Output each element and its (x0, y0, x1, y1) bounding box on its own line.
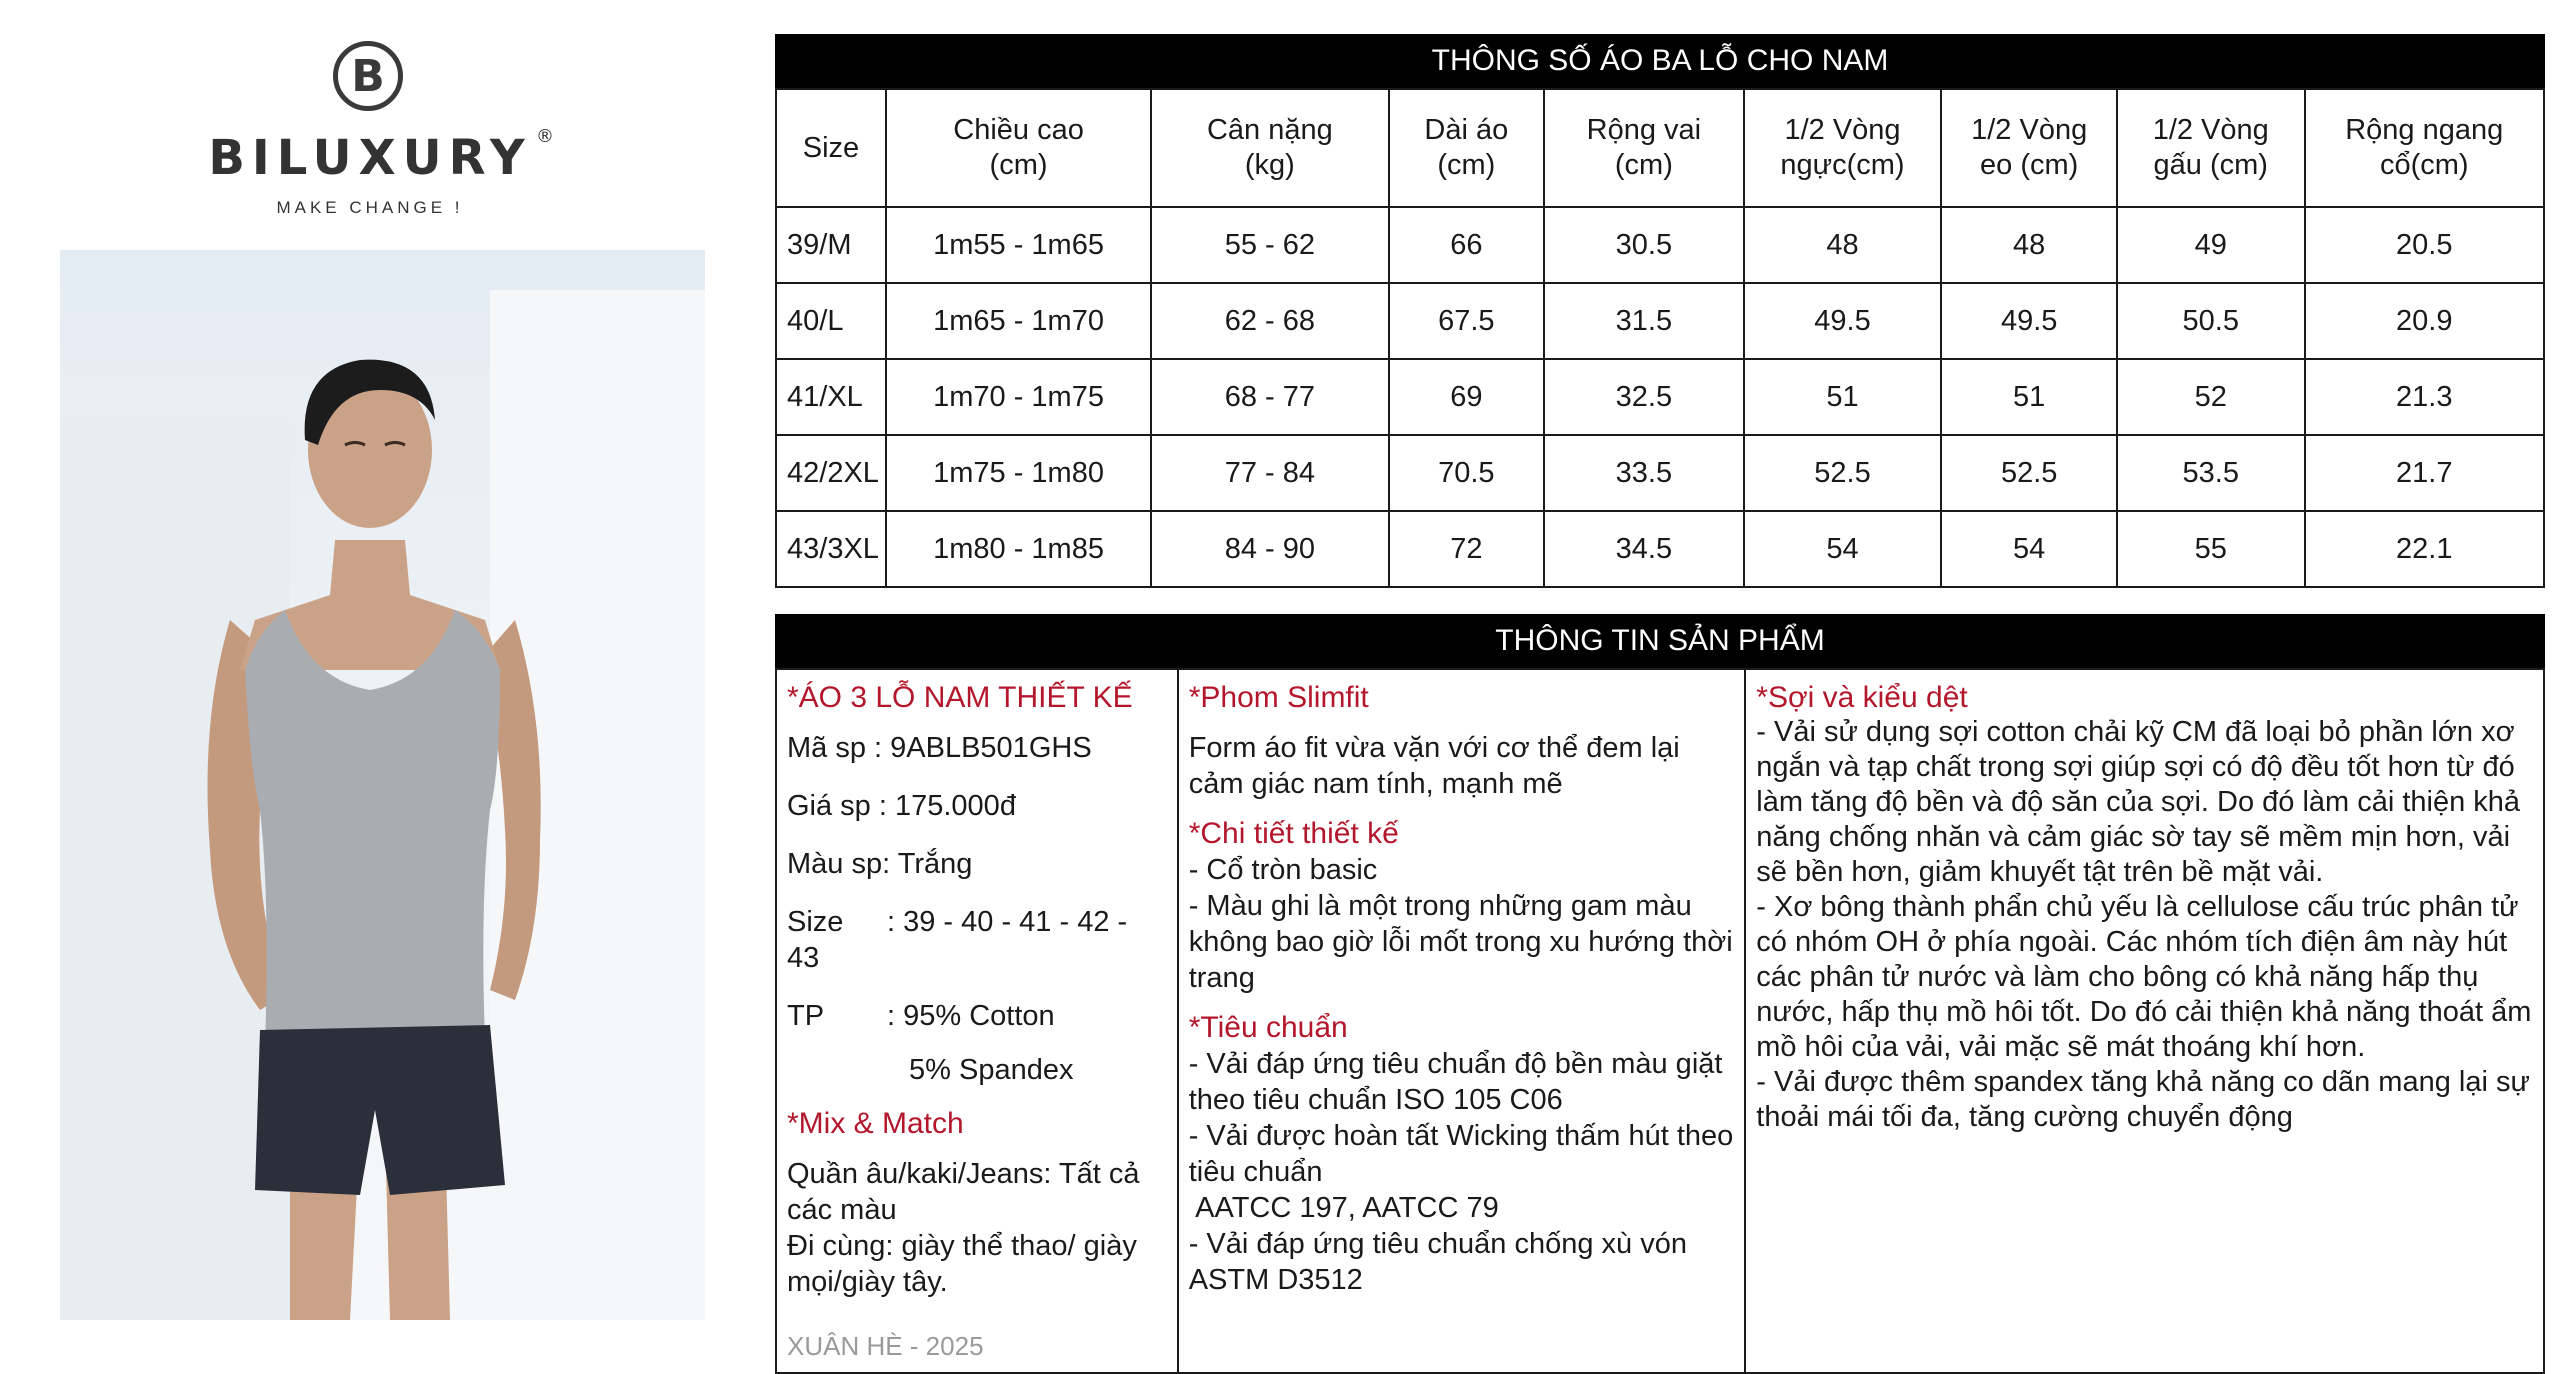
product-material (787, 998, 1167, 1034)
form-text: Form áo fit vừa vặn với cơ thể đem lại cảm giác nam tính, mạnh mẽ (1188, 732, 1680, 800)
table-cell: 20.5 (2305, 207, 2544, 283)
table-cell: 1m70 - 1m75 (886, 359, 1151, 435)
table-cell: 40/L (776, 283, 886, 359)
header-cell: 1/2 Vòng gấu (cm) (2117, 89, 2305, 207)
material-value-2: 5% Spandex (909, 1054, 1074, 1086)
product-info-table (775, 668, 2545, 1374)
header-cell: Rộng vai (cm) (1544, 89, 1744, 207)
table-row (776, 435, 2544, 511)
product-color: Màu sp: Trắng (787, 848, 973, 880)
table-cell: 48 (1744, 207, 1942, 283)
standard-item: - Vải được hoàn tất Wicking thấm hút theo tiêu chuẩn (1188, 1120, 1734, 1188)
brand-tagline: MAKE CHANGE ! (276, 198, 464, 217)
table-cell: 34.5 (1544, 511, 1744, 587)
header-cell: Dài áo (cm) (1389, 89, 1545, 207)
size-chart-table (775, 88, 2545, 588)
table-cell: 49.5 (1744, 283, 1942, 359)
table-cell: 77 - 84 (1151, 435, 1388, 511)
table-row (776, 207, 2544, 283)
table-cell: 72 (1389, 511, 1545, 587)
header-cell: 1/2 Vòng ngực(cm) (1744, 89, 1942, 207)
mix-match-shoes: Đi cùng: giày thể thao/ giày mọi/giày tây. (787, 1230, 1137, 1298)
standard-item: - Vải đáp ứng tiêu chuẩn chống xù vón ASTM D3512 (1188, 1228, 1687, 1296)
size-value: : 39 - 40 - 41 - 42 - 43 (787, 906, 1128, 974)
table-cell: 21.3 (2305, 359, 2544, 435)
table-cell: 49 (2117, 207, 2305, 283)
table-cell: 30.5 (1544, 207, 1744, 283)
table-cell: 52 (2117, 359, 2305, 435)
size-chart-header-row (776, 89, 2544, 207)
header-cell: Size (776, 89, 886, 207)
table-cell: 84 - 90 (1151, 511, 1388, 587)
standard-heading: *Tiêu chuẩn (1188, 1011, 1348, 1044)
table-cell: 1m75 - 1m80 (886, 435, 1151, 511)
table-cell: 53.5 (2117, 435, 2305, 511)
table-cell: 1m65 - 1m70 (886, 283, 1151, 359)
table-cell: 54 (1941, 511, 2117, 587)
product-heading: *ÁO 3 LỖ NAM THIẾT KẾ (787, 681, 1133, 714)
table-cell: 69 (1389, 359, 1545, 435)
header-cell: Rộng ngang cổ(cm) (2305, 89, 2544, 207)
table-cell: 41/XL (776, 359, 886, 435)
product-info-title: THÔNG TIN SẢN PHẨM (775, 614, 2545, 668)
table-cell: 1m55 - 1m65 (886, 207, 1151, 283)
table-cell: 33.5 (1544, 435, 1744, 511)
table-row (776, 359, 2544, 435)
product-sku: Mã sp : 9ABLB501GHS (787, 732, 1092, 764)
fabric-paragraph: - Vải được thêm spandex tăng khả năng co dãn mang lại sự thoải mái tối đa, tăng cường chuyển động (1756, 1066, 2530, 1133)
header-cell: 1/2 Vòng eo (cm) (1941, 89, 2117, 207)
material-value: : 95% Cotton (887, 1000, 1055, 1032)
table-cell: 20.9 (2305, 283, 2544, 359)
product-sizes (787, 904, 1167, 976)
table-cell: 51 (1744, 359, 1942, 435)
table-cell: 62 - 68 (1151, 283, 1388, 359)
mix-match-heading: *Mix & Match (787, 1107, 964, 1140)
navy-shorts (255, 1025, 505, 1195)
fabric-paragraph: - Vải sử dụng sợi cotton chải kỹ CM đã loại bỏ phần lớn xơ ngắn và tạp chất trong sợi giúp sợi có độ đều tốt hơn từ đó làm tăng độ bền và độ săn của sợi. Do đó làm cải thiện khả năng chống nhăn và cảm giác sờ tay sẽ mềm mịn hơn, vải sẽ bền hơn, giảm khuyết tật trên bề mặt vải. (1756, 716, 2521, 888)
header-cell: Cân nặng (kg) (1151, 89, 1388, 207)
table-cell: 1m80 - 1m85 (886, 511, 1151, 587)
registered-mark: ® (536, 126, 554, 147)
table-cell: 50.5 (2117, 283, 2305, 359)
form-heading: *Phom Slimfit (1188, 681, 1369, 714)
mix-match-text: Quần âu/kaki/Jeans: Tất cả các màu (787, 1158, 1140, 1226)
table-cell: 43/3XL (776, 511, 886, 587)
table-cell: 49.5 (1941, 283, 2117, 359)
header-cell: Chiều cao (cm) (886, 89, 1151, 207)
brand-logo-icon: B (333, 41, 403, 111)
material-label: TP (787, 1000, 825, 1032)
season-label: XUÂN HÈ - 2025 (787, 1331, 984, 1361)
product-info-col-basic (776, 669, 1178, 1373)
size-label: Size (787, 906, 844, 938)
product-price: Giá sp : 175.000đ (787, 790, 1016, 822)
brand-name: BILUXURY (208, 130, 532, 186)
table-row (776, 511, 2544, 587)
model-illustration (60, 250, 705, 1320)
table-cell: 22.1 (2305, 511, 2544, 587)
table-cell: 31.5 (1544, 283, 1744, 359)
table-cell: 68 - 77 (1151, 359, 1388, 435)
fabric-paragraph: - Xơ bông thành phẩn chủ yếu là cellulose cấu trúc phân tử có nhóm OH ở phía ngoài. Các nhóm tích điện âm này hút các phân tử nước và làm cho bông có khả năng hấp thụ nước, hấp thụ mồ hôi tốt. Do đó cải thiện khả năng thoát ẩm mồ hôi của vải, vải mặc sẽ mát thoáng khí hơn. (1756, 891, 2532, 1063)
fabric-heading: *Sợi và kiểu dệt (1756, 681, 1968, 714)
product-info-col-design (1178, 669, 1746, 1373)
table-cell: 70.5 (1389, 435, 1545, 511)
table-cell: 52.5 (1744, 435, 1942, 511)
table-cell: 21.7 (2305, 435, 2544, 511)
size-chart-title: THÔNG SỐ ÁO BA LỖ CHO NAM (775, 34, 2545, 88)
design-detail: - Màu ghi là một trong những gam màu không bao giờ lỗi mốt trong xu hướng thời trang (1188, 890, 1733, 994)
table-cell: 51 (1941, 359, 2117, 435)
product-photo (60, 250, 705, 1320)
table-cell: 48 (1941, 207, 2117, 283)
design-detail: - Cổ tròn basic (1188, 854, 1378, 886)
table-cell: 32.5 (1544, 359, 1744, 435)
standard-item: - Vải đáp ứng tiêu chuẩn độ bền màu giặt theo tiêu chuẩn ISO 105 C06 (1188, 1048, 1723, 1116)
table-cell: 54 (1744, 511, 1942, 587)
grey-tank-top (245, 610, 500, 1045)
table-cell: 39/M (776, 207, 886, 283)
design-heading: *Chi tiết thiết kế (1188, 817, 1399, 850)
product-info-col-fabric (1745, 669, 2544, 1373)
standard-item: AATCC 197, AATCC 79 (1188, 1192, 1499, 1224)
table-cell: 55 - 62 (1151, 207, 1388, 283)
table-cell: 67.5 (1389, 283, 1545, 359)
table-cell: 66 (1389, 207, 1545, 283)
table-row (776, 283, 2544, 359)
table-cell: 55 (2117, 511, 2305, 587)
table-cell: 52.5 (1941, 435, 2117, 511)
table-cell: 42/2XL (776, 435, 886, 511)
